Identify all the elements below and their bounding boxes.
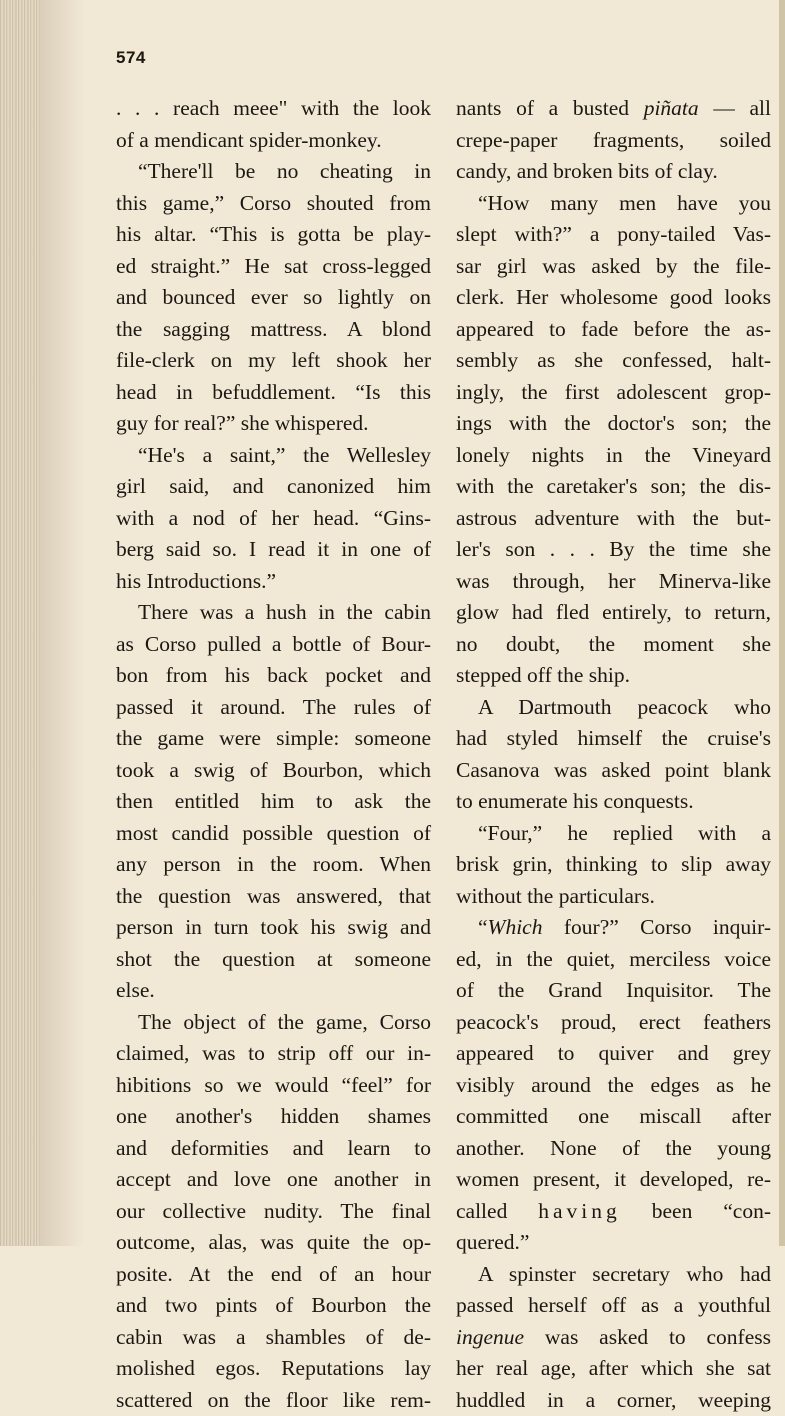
text-run: called <box>456 1199 538 1223</box>
text-line <box>456 471 771 503</box>
gutter-shadow <box>40 0 85 1246</box>
text-run: of the Grand Inquisitor. The <box>456 978 771 1002</box>
text-line <box>456 314 771 346</box>
italic-text: Which <box>488 915 543 939</box>
text-run: four?” Corso inquir- <box>542 915 771 939</box>
text-run: huddled in a corner, weeping <box>456 1388 771 1412</box>
text-line: his altar. “This is gotta be play- <box>116 219 431 251</box>
text-line: of a mendicant spider-monkey. <box>116 125 431 157</box>
text-line: the game were simple: someone <box>116 723 431 755</box>
text-run: astrous adventure with the but- <box>456 506 771 530</box>
text-line: molished egos. Reputations lay <box>116 1353 431 1385</box>
book-binding-edge <box>0 0 40 1246</box>
text-line <box>456 1101 771 1133</box>
text-line: his Introductions.” <box>116 566 431 598</box>
text-line <box>456 912 771 944</box>
text-line: any person in the room. When <box>116 849 431 881</box>
text-line: our collective nudity. The final <box>116 1196 431 1228</box>
text-run: A spinster secretary who had <box>478 1262 771 1286</box>
text-line: . . . reach meee" with the look <box>116 93 431 125</box>
text-line: “There'll be no cheating in <box>116 156 431 188</box>
text-run: “ <box>478 915 488 939</box>
text-line: posite. At the end of an hour <box>116 1259 431 1291</box>
text-line <box>456 786 771 818</box>
left-text-column <box>116 93 431 1416</box>
text-run: committed one miscall after <box>456 1104 771 1128</box>
text-run: sembly as she confessed, halt- <box>456 348 771 372</box>
text-run: had styled himself the cruise's <box>456 726 771 750</box>
text-run: ings with the doctor's son; the <box>456 411 771 435</box>
text-line <box>456 597 771 629</box>
text-line <box>456 723 771 755</box>
text-line <box>456 1038 771 1070</box>
text-run: sar girl was asked by the file- <box>456 254 771 278</box>
text-line: scattered on the floor like rem- <box>116 1385 431 1416</box>
text-run: clerk. Her wholesome good looks <box>456 285 771 309</box>
page-number: 574 <box>116 48 146 68</box>
text-run: been “con- <box>621 1199 771 1223</box>
text-run: was asked to confess <box>524 1325 771 1349</box>
text-run: — all <box>699 96 771 120</box>
text-run: A Dartmouth peacock who <box>478 695 771 719</box>
text-line <box>456 1007 771 1039</box>
text-line: one another's hidden shames <box>116 1101 431 1133</box>
text-line <box>456 660 771 692</box>
text-line <box>456 1290 771 1322</box>
text-line: outcome, alas, was quite the op- <box>116 1227 431 1259</box>
text-line: the question was answered, that <box>116 881 431 913</box>
text-run: quered.” <box>456 1230 529 1254</box>
text-line: hibitions so we would “feel” for <box>116 1070 431 1102</box>
text-line <box>456 125 771 157</box>
text-line: There was a hush in the cabin <box>116 597 431 629</box>
letterspaced-text: having <box>538 1199 621 1223</box>
text-run: Casanova was asked point blank <box>456 758 771 782</box>
text-run: glow had fled entirely, to return, <box>456 600 771 624</box>
text-run: her real age, after which she sat <box>456 1356 771 1380</box>
text-run: stepped off the ship. <box>456 663 630 687</box>
page-right-edge <box>779 0 785 1246</box>
text-line: bon from his back pocket and <box>116 660 431 692</box>
text-line <box>456 534 771 566</box>
text-line <box>456 881 771 913</box>
text-line: with a nod of her head. “Gins- <box>116 503 431 535</box>
text-run: women present, it developed, re- <box>456 1167 771 1191</box>
right-text-column <box>456 93 771 1416</box>
text-run: crepe-paper fragments, soiled <box>456 128 771 152</box>
text-line: claimed, was to strip off our in- <box>116 1038 431 1070</box>
text-run: without the particulars. <box>456 884 655 908</box>
text-line: berg said so. I read it in one of <box>116 534 431 566</box>
text-line: passed it around. The rules of <box>116 692 431 724</box>
text-line <box>456 1353 771 1385</box>
text-line <box>456 975 771 1007</box>
text-run: to enumerate his conquests. <box>456 789 694 813</box>
text-line <box>456 188 771 220</box>
text-run: was through, her Minerva-like <box>456 569 771 593</box>
text-line <box>456 93 771 125</box>
text-line: The object of the game, Corso <box>116 1007 431 1039</box>
text-line: shot the question at someone <box>116 944 431 976</box>
text-run: ingly, the first adolescent grop- <box>456 380 771 404</box>
text-run: no doubt, the moment she <box>456 632 771 656</box>
text-line <box>456 408 771 440</box>
text-run: slept with?” a pony-tailed Vas- <box>456 222 771 246</box>
text-line: then entitled him to ask the <box>116 786 431 818</box>
text-line <box>456 1259 771 1291</box>
text-line: and deformities and learn to <box>116 1133 431 1165</box>
text-line: accept and love one another in <box>116 1164 431 1196</box>
text-run: with the caretaker's son; the dis- <box>456 474 771 498</box>
text-line <box>456 282 771 314</box>
text-line: cabin was a shambles of de- <box>116 1322 431 1354</box>
text-line <box>456 1133 771 1165</box>
text-line <box>456 377 771 409</box>
text-line <box>456 503 771 535</box>
text-run: ler's son . . . By the time she <box>456 537 771 561</box>
text-line: file-clerk on my left shook her <box>116 345 431 377</box>
text-line: took a swig of Bourbon, which <box>116 755 431 787</box>
text-line <box>456 1196 771 1228</box>
text-line: and two pints of Bourbon the <box>116 1290 431 1322</box>
text-line <box>456 440 771 472</box>
text-run: appeared to quiver and grey <box>456 1041 771 1065</box>
text-run: peacock's proud, erect feathers <box>456 1010 771 1034</box>
text-run: another. None of the young <box>456 1136 771 1160</box>
text-line <box>456 219 771 251</box>
text-line <box>456 1322 771 1354</box>
text-line: most candid possible question of <box>116 818 431 850</box>
text-line: person in turn took his swig and <box>116 912 431 944</box>
text-line <box>456 1070 771 1102</box>
text-line: girl said, and canonized him <box>116 471 431 503</box>
text-line <box>456 629 771 661</box>
text-line <box>456 1227 771 1259</box>
italic-text: piñata <box>644 96 699 120</box>
text-line: else. <box>116 975 431 1007</box>
text-line <box>456 566 771 598</box>
text-line <box>456 1164 771 1196</box>
text-line <box>456 692 771 724</box>
text-line <box>456 818 771 850</box>
text-line <box>456 1385 771 1416</box>
text-run: candy, and broken bits of clay. <box>456 159 718 183</box>
text-line <box>456 251 771 283</box>
text-line: “He's a saint,” the Wellesley <box>116 440 431 472</box>
text-line: as Corso pulled a bottle of Bour- <box>116 629 431 661</box>
text-line <box>456 755 771 787</box>
text-line <box>456 849 771 881</box>
text-run: brisk grin, thinking to slip away <box>456 852 771 876</box>
text-run: “How many men have you <box>478 191 771 215</box>
text-run: ed, in the quiet, merciless voice <box>456 947 771 971</box>
text-line: the sagging mattress. A blond <box>116 314 431 346</box>
italic-text: ingenue <box>456 1325 524 1349</box>
text-run: passed herself off as a youthful <box>456 1293 771 1317</box>
text-run: nants of a busted <box>456 96 644 120</box>
text-line <box>456 345 771 377</box>
text-line: and bounced ever so lightly on <box>116 282 431 314</box>
text-line <box>456 156 771 188</box>
text-line: head in befuddlement. “Is this <box>116 377 431 409</box>
text-run: appeared to fade before the as- <box>456 317 771 341</box>
text-run: lonely nights in the Vineyard <box>456 443 771 467</box>
text-line: guy for real?” she whispered. <box>116 408 431 440</box>
text-run: “Four,” he replied with a <box>478 821 771 845</box>
text-run: visibly around the edges as he <box>456 1073 771 1097</box>
text-line: this game,” Corso shouted from <box>116 188 431 220</box>
text-line: ed straight.” He sat cross-legged <box>116 251 431 283</box>
text-line <box>456 944 771 976</box>
